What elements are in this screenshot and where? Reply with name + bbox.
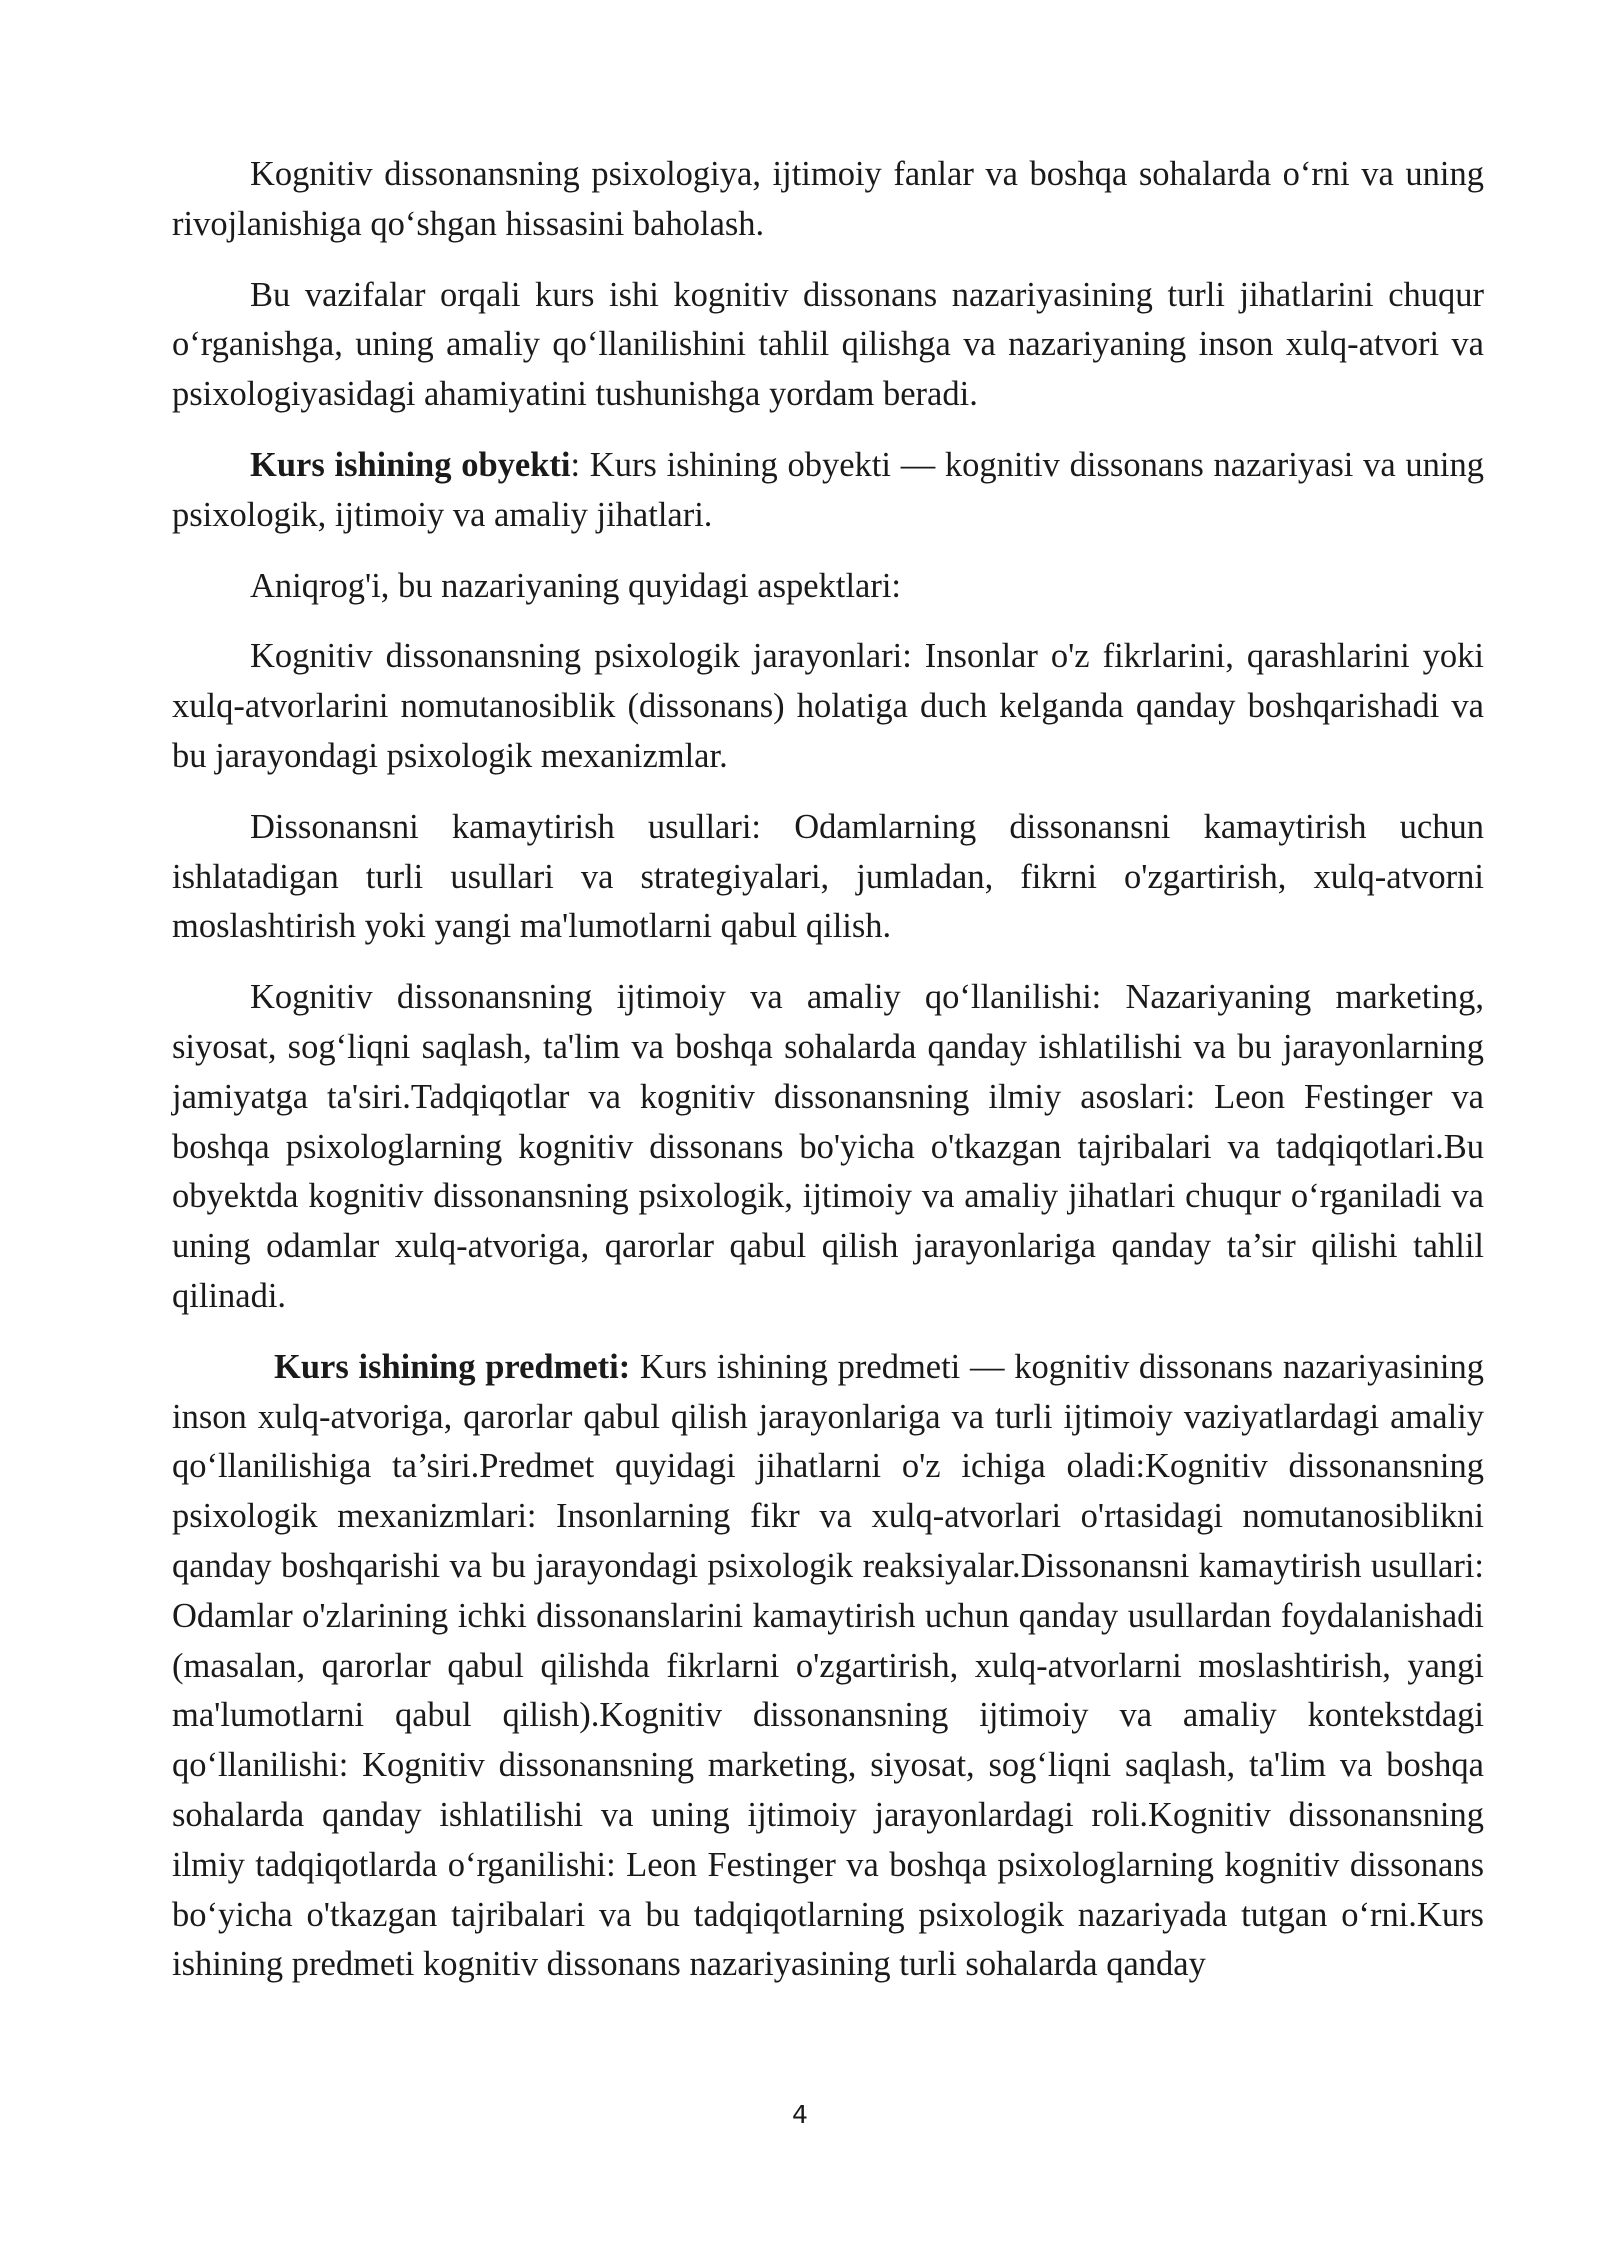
subject-heading: Kurs ishining predmeti:: [274, 1347, 631, 1386]
aspects-intro-text: Aniqrog'i, bu nazariyaning quyidagi aspektlari:: [250, 566, 902, 605]
paragraph-reduction-methods: [172, 803, 1484, 952]
paragraph-subject: [172, 1343, 1484, 1990]
document-page: [172, 150, 1484, 2011]
social-application-text: Kognitiv dissonansning ijtimoiy va amaliy qoʻllanilishi: Nazariyaning marketing, siyosat, sogʻliqni saqlash, ta'lim va boshqa sohalarda qanday ishlatilishi va bu jarayonlarning jamiyatga ta'siri.Tadqiqotlar va kognitiv dissonansning ilmiy asoslari: Leon Festinger va boshqa psixologlarning kognitiv dissonans bo'yicha o'tkazgan tajribalari va tadqiqotlari.Bu obyektda kognitiv dissonansning psixologik, ijtimoiy va amaliy jihatlari chuqur oʻrganiladi va uning odamlar xulq-atvoriga, qarorlar qabul qilish jarayonlariga qanday ta’sir qilishi tahlil qilinadi.: [172, 978, 1484, 1315]
psychological-processes-text: Kognitiv dissonansning psixologik jarayonlari: Insonlar o'z fikrlarini, qarashlarini yoki xulq-atvorlarini nomutanosiblik (dissonans) holatiga duch kelganda qanday boshqarishadi va bu jarayondagi psixologik mexanizmlar.: [172, 637, 1484, 775]
paragraph-aspects-intro: [172, 562, 1484, 612]
subject-text: Kurs ishining predmeti — kognitiv dissonans nazariyasining inson xulq-atvoriga, qarorlar qabul qilish jarayonlariga va turli ijtimoiy vaziyatlardagi amaliy qoʻllanilishiga ta’siri.Predmet quyidagi jihatlarni o'z ichiga oladi:Kognitiv dissonansning psixologik mexanizmlari: Insonlarning fikr va xulq-atvorlari o'rtasidagi nomutanosiblikni qanday boshqarishi va bu jarayondagi psixologik reaksiyalar.Dissonansni kamaytirish usullari: Odamlar o'zlarining ichki dissonanslarini kamaytirish uchun qanday usullardan foydalanishadi (masalan, qarorlar qabul qilishda fikrlarni o'zgartirish, xulq-atvorlarni moslashtirish, yangi ma'lumotlarni qabul qilish).Kognitiv dissonansning ijtimoiy va amaliy kontekstdagi qoʻllanilishi: Kognitiv dissonansning marketing, siyosat, sogʻliqni saqlash, ta'lim va boshqa sohalarda qanday ishlatilishi va uning ijtimoiy jarayonlardagi roli.Kognitiv dissonansning ilmiy tadqiqotlarda oʻrganilishi: Leon Festinger va boshqa psixologlarning kognitiv dissonans boʻyicha o'tkazgan tajribalari va bu tadqiqotlarning psixologik nazariyada tutgan oʻrni.Kurs ishining predmeti kognitiv dissonans nazariyasining turli sohalarda qanday: [172, 1347, 1485, 1984]
paragraph-1-text: Kognitiv dissonansning psixologiya, ijtimoiy fanlar va boshqa sohalarda oʻrni va uning rivojlanishiga qoʻshgan hissasini baholash.: [172, 155, 1484, 243]
page-number: 4: [792, 2100, 808, 2129]
reduction-methods-text: Dissonansni kamaytirish usullari: Odamlarning dissonansni kamaytirish uchun ishlatadigan turli usullari va strategiyalari, jumladan, fikrni o'zgartirish, xulq-atvorni moslashtirish yoki yangi ma'lumotlarni qabul qilish.: [172, 807, 1484, 946]
paragraph-2-text: Bu vazifalar orqali kurs ishi kognitiv dissonans nazariyasining turli jihatlarini chuqur oʻrganishga, uning amaliy qoʻllanilishini tahlil qilishga va nazariyaning inson xulq-atvori va psixologiyasidagi ahamiyatini tushunishga yordam beradi.: [172, 275, 1484, 414]
paragraph-psychological-processes: [172, 632, 1484, 781]
paragraph-social-application: [172, 973, 1484, 1322]
object-heading: Kurs ishining obyekti: [250, 445, 571, 484]
paragraph-object: [172, 441, 1484, 541]
paragraph-1: [172, 150, 1484, 250]
paragraph-2: [172, 271, 1484, 420]
object-text: : Kurs ishining obyekti — kognitiv dissonans nazariyasi va uning psixologik, ijtimoiy va amaliy jihatlari.: [172, 445, 1484, 534]
